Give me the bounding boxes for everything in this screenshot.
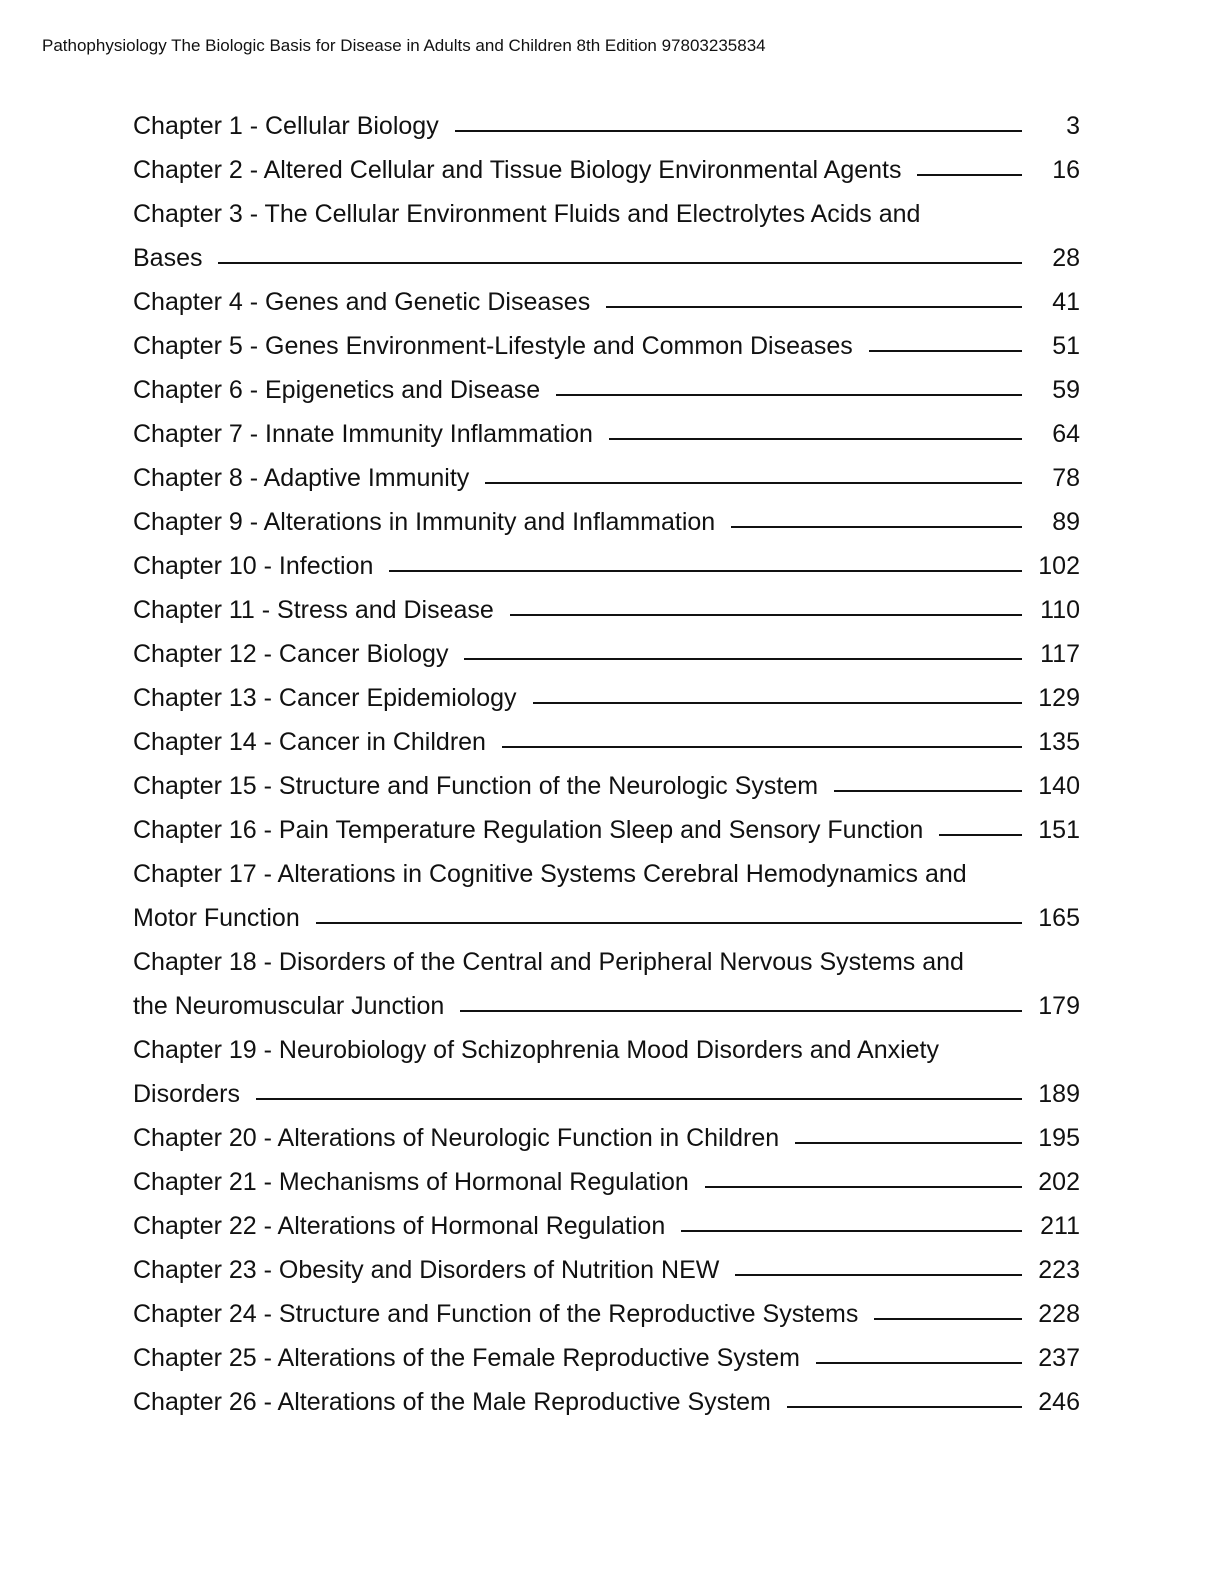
toc-entry-main-line [133, 1336, 1080, 1380]
toc-entry-main-line [133, 1072, 1080, 1116]
toc-leader-line [681, 1230, 1022, 1232]
toc-entry-main-line [133, 720, 1080, 764]
toc-entry-main-line [133, 500, 1080, 544]
toc-entry-title: Chapter 4 - Genes and Genetic Diseases [133, 288, 591, 316]
toc-leader-line [869, 350, 1022, 352]
toc-entry-main-line [133, 236, 1080, 280]
toc-leader-line [510, 614, 1022, 616]
toc-leader-line [874, 1318, 1022, 1320]
toc-entry-main-line [133, 764, 1080, 808]
toc-entry-title: Chapter 23 - Obesity and Disorders of Nutrition NEW [133, 1256, 720, 1284]
toc-leader-line [834, 790, 1022, 792]
toc-entry-main-line [133, 148, 1080, 192]
toc-page-number: 16 [1052, 156, 1080, 184]
toc-page-number: 246 [1038, 1388, 1080, 1416]
toc-page-number: 165 [1038, 904, 1080, 932]
toc-entry-title: Chapter 14 - Cancer in Children [133, 728, 486, 756]
toc-leader-line [606, 306, 1022, 308]
toc-entry-title: Chapter 15 - Structure and Function of the Neurologic System [133, 772, 819, 800]
toc-entry[interactable] [133, 500, 1080, 544]
toc-page-number: 135 [1038, 728, 1080, 756]
table-of-contents [133, 104, 1080, 1424]
toc-page-number: 202 [1038, 1168, 1080, 1196]
toc-entry[interactable] [133, 1204, 1080, 1248]
toc-page-number: 129 [1038, 684, 1080, 712]
toc-entry-title: Chapter 1 - Cellular Biology [133, 112, 439, 140]
toc-page-number: 41 [1052, 288, 1080, 316]
toc-entry[interactable] [133, 456, 1080, 500]
toc-entry[interactable] [133, 544, 1080, 588]
toc-page-number: 195 [1038, 1124, 1080, 1152]
toc-entry[interactable] [133, 808, 1080, 852]
toc-page-number: 102 [1038, 552, 1080, 580]
toc-entry[interactable] [133, 368, 1080, 412]
toc-entry-main-line [133, 1380, 1080, 1424]
toc-page-number: 3 [1066, 112, 1080, 140]
toc-entry-title: Chapter 12 - Cancer Biology [133, 640, 449, 668]
toc-entry[interactable] [133, 1248, 1080, 1292]
toc-leader-line [316, 922, 1022, 924]
toc-entry-main-line [133, 808, 1080, 852]
toc-entry-main-line [133, 1116, 1080, 1160]
toc-entry-title: Chapter 22 - Alterations of Hormonal Regulation [133, 1212, 666, 1240]
toc-page-number: 228 [1038, 1300, 1080, 1328]
toc-leader-line [795, 1142, 1022, 1144]
toc-entry-title: Chapter 5 - Genes Environment-Lifestyle and Common Diseases [133, 332, 853, 360]
toc-entry-main-line [133, 632, 1080, 676]
toc-leader-line [705, 1186, 1022, 1188]
toc-entry-title-line [133, 852, 1080, 896]
toc-entry-title: Chapter 16 - Pain Temperature Regulation Sleep and Sensory Function [133, 816, 924, 844]
toc-page-number: 117 [1040, 640, 1080, 668]
toc-leader-line [816, 1362, 1022, 1364]
toc-entry[interactable] [133, 104, 1080, 148]
toc-leader-line [787, 1406, 1022, 1408]
toc-entry-title: Chapter 2 - Altered Cellular and Tissue Biology Environmental Agents [133, 156, 902, 184]
toc-leader-line [218, 262, 1022, 264]
toc-leader-line [485, 482, 1022, 484]
toc-entry-title: Chapter 7 - Innate Immunity Inflammation [133, 420, 593, 448]
toc-leader-line [460, 1010, 1022, 1012]
toc-entry[interactable] [133, 1160, 1080, 1204]
toc-entry[interactable] [133, 1028, 1080, 1116]
toc-page-number: 59 [1052, 376, 1080, 404]
toc-entry[interactable] [133, 764, 1080, 808]
toc-page-number: 189 [1038, 1080, 1080, 1108]
toc-entry[interactable] [133, 940, 1080, 1028]
toc-entry-main-line [133, 412, 1080, 456]
toc-entry-main-line [133, 104, 1080, 148]
toc-entry-title: Chapter 26 - Alterations of the Male Reproductive System [133, 1388, 771, 1416]
toc-page-number: 110 [1040, 596, 1080, 624]
toc-entry[interactable] [133, 1292, 1080, 1336]
toc-entry-title: Chapter 18 - Disorders of the Central and Peripheral Nervous Systems and [133, 948, 964, 976]
toc-entry[interactable] [133, 280, 1080, 324]
toc-entry[interactable] [133, 192, 1080, 280]
toc-entry[interactable] [133, 676, 1080, 720]
toc-page-number: 179 [1038, 992, 1080, 1020]
toc-page-number: 78 [1052, 464, 1080, 492]
toc-page-number: 140 [1038, 772, 1080, 800]
document-header: Pathophysiology The Biologic Basis for Disease in Adults and Children 8th Edition 97803235834 [42, 36, 766, 55]
toc-entry-title-line [133, 1028, 1080, 1072]
toc-entry-main-line [133, 368, 1080, 412]
toc-entry-title-line [133, 940, 1080, 984]
toc-leader-line [939, 834, 1022, 836]
toc-entry[interactable] [133, 852, 1080, 940]
toc-page-number: 237 [1038, 1344, 1080, 1372]
toc-entry-title-continuation: Disorders [133, 1080, 240, 1108]
toc-entry-main-line [133, 1292, 1080, 1336]
toc-entry[interactable] [133, 148, 1080, 192]
toc-entry[interactable] [133, 412, 1080, 456]
toc-entry[interactable] [133, 720, 1080, 764]
toc-leader-line [502, 746, 1022, 748]
toc-entry[interactable] [133, 324, 1080, 368]
toc-entry-main-line [133, 280, 1080, 324]
toc-entry-main-line [133, 1160, 1080, 1204]
toc-leader-line [389, 570, 1022, 572]
toc-entry-title: Chapter 8 - Adaptive Immunity [133, 464, 470, 492]
toc-page-number: 89 [1052, 508, 1080, 536]
toc-entry-title-continuation: Bases [133, 244, 203, 272]
toc-entry-title: Chapter 9 - Alterations in Immunity and Inflammation [133, 508, 716, 536]
toc-entry[interactable] [133, 588, 1080, 632]
toc-entry-title: Chapter 11 - Stress and Disease [133, 596, 494, 624]
toc-entry-main-line [133, 1204, 1080, 1248]
toc-entry-main-line [133, 544, 1080, 588]
toc-page-number: 64 [1052, 420, 1080, 448]
toc-entry-title: Chapter 20 - Alterations of Neurologic Function in Children [133, 1124, 780, 1152]
toc-page-number: 51 [1052, 332, 1080, 360]
toc-entry-main-line [133, 324, 1080, 368]
toc-leader-line [455, 130, 1022, 132]
toc-page-number: 211 [1040, 1212, 1080, 1240]
toc-page-number: 223 [1038, 1256, 1080, 1284]
toc-leader-line [533, 702, 1022, 704]
toc-entry-title: Chapter 6 - Epigenetics and Disease [133, 376, 541, 404]
toc-entry-title: Chapter 13 - Cancer Epidemiology [133, 684, 517, 712]
toc-entry-main-line [133, 896, 1080, 940]
toc-entry-title: Chapter 21 - Mechanisms of Hormonal Regulation [133, 1168, 689, 1196]
toc-entry-title-continuation: the Neuromuscular Junction [133, 992, 445, 1020]
toc-entry[interactable] [133, 1380, 1080, 1424]
toc-entry[interactable] [133, 1116, 1080, 1160]
toc-entry[interactable] [133, 1336, 1080, 1380]
toc-entry-main-line [133, 676, 1080, 720]
toc-entry-title-continuation: Motor Function [133, 904, 300, 932]
toc-entry-title: Chapter 3 - The Cellular Environment Fluids and Electrolytes Acids and [133, 200, 921, 228]
toc-leader-line [917, 174, 1022, 176]
toc-entry-title-line [133, 192, 1080, 236]
toc-entry-main-line [133, 984, 1080, 1028]
toc-entry-title: Chapter 25 - Alterations of the Female Reproductive System [133, 1344, 800, 1372]
toc-leader-line [556, 394, 1022, 396]
toc-leader-line [256, 1098, 1022, 1100]
toc-entry-title: Chapter 17 - Alterations in Cognitive Systems Cerebral Hemodynamics and [133, 860, 967, 888]
toc-leader-line [731, 526, 1022, 528]
toc-entry-main-line [133, 456, 1080, 500]
toc-entry-title: Chapter 19 - Neurobiology of Schizophrenia Mood Disorders and Anxiety [133, 1036, 940, 1064]
toc-leader-line [464, 658, 1022, 660]
toc-page-number: 151 [1038, 816, 1080, 844]
toc-entry-title: Chapter 24 - Structure and Function of the Reproductive Systems [133, 1300, 859, 1328]
toc-entry-main-line [133, 588, 1080, 632]
toc-page-number: 28 [1052, 244, 1080, 272]
toc-entry[interactable] [133, 632, 1080, 676]
toc-leader-line [609, 438, 1022, 440]
toc-entry-title: Chapter 10 - Infection [133, 552, 374, 580]
toc-entry-main-line [133, 1248, 1080, 1292]
toc-leader-line [735, 1274, 1022, 1276]
